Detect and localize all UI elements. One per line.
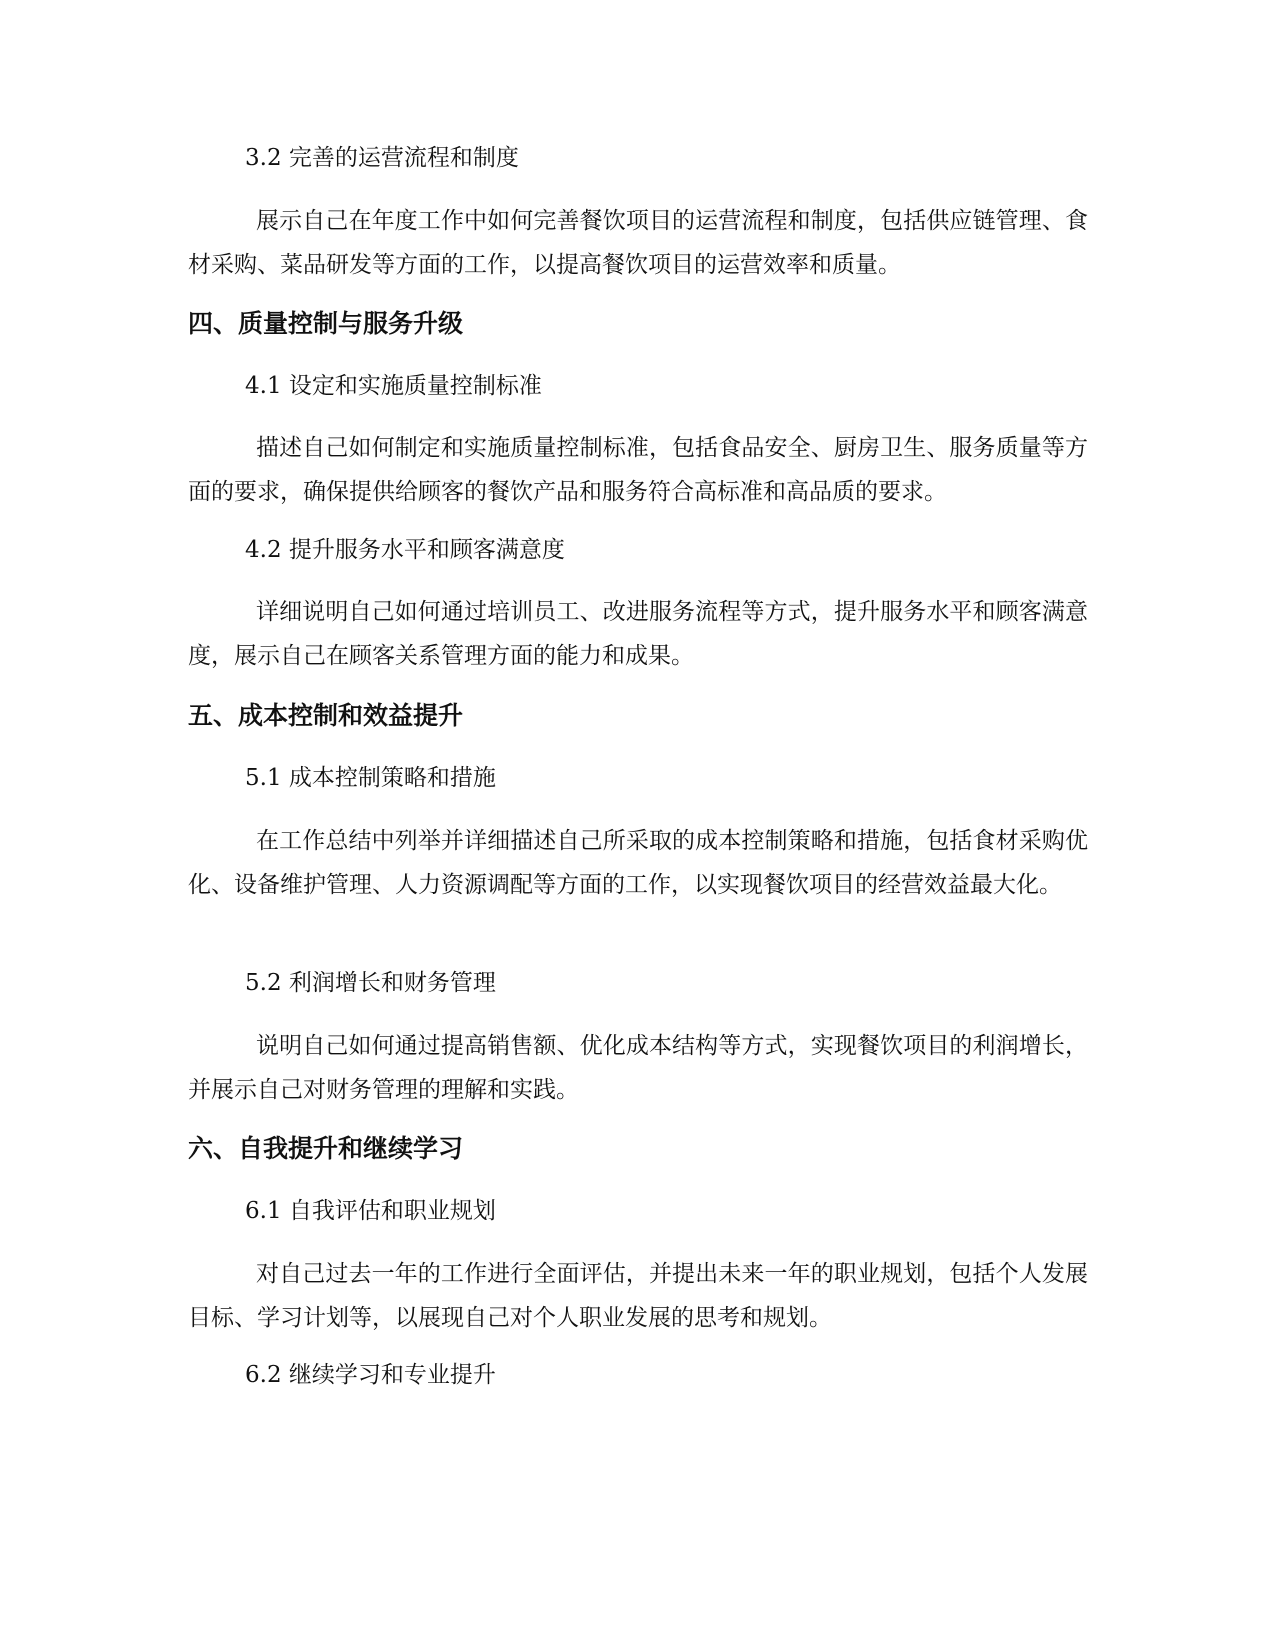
paragraph-4-1: 描述自己如何制定和实施质量控制标准，包括食品安全、厨房卫生、服务质量等方面的要求，确保提供给顾客的餐饮产品和服务符合高标准和高品质的要求。	[188, 435, 1088, 505]
paragraph-5-1: 在工作总结中列举并详细描述自己所采取的成本控制策略和措施，包括食材采购优化、设备维护管理、人力资源调配等方面的工作，以实现餐饮项目的经营效益最大化。	[188, 828, 1088, 898]
section-heading-4: 四、质量控制与服务升级	[188, 309, 464, 338]
paragraph-3-2: 展示自己在年度工作中如何完善餐饮项目的运营流程和制度，包括供应链管理、食材采购、菜品研发等方面的工作，以提高餐饮项目的运营效率和质量。	[188, 208, 1088, 278]
subsection-title-6-2: 6.2 继续学习和专业提升	[245, 1362, 496, 1388]
section-heading-6: 六、自我提升和继续学习	[188, 1134, 464, 1163]
paragraph-4-2: 详细说明自己如何通过培训员工、改进服务流程等方式，提升服务水平和顾客满意度，展示自己在顾客关系管理方面的能力和成果。	[188, 599, 1088, 669]
paragraph-6-1: 对自己过去一年的工作进行全面评估，并提出未来一年的职业规划，包括个人发展目标、学习计划等，以展现自己对个人职业发展的思考和规划。	[188, 1261, 1088, 1331]
section-heading-5: 五、成本控制和效益提升	[188, 701, 464, 730]
subsection-title-4-2: 4.2 提升服务水平和顾客满意度	[245, 537, 565, 563]
paragraph-5-2: 说明自己如何通过提高销售额、优化成本结构等方式，实现餐饮项目的利润增长，并展示自己对财务管理的理解和实践。	[188, 1033, 1088, 1103]
subsection-title-4-1: 4.1 设定和实施质量控制标准	[245, 373, 542, 399]
subsection-title-5-2: 5.2 利润增长和财务管理	[245, 970, 496, 996]
subsection-title-5-1: 5.1 成本控制策略和措施	[245, 765, 496, 791]
subsection-title-6-1: 6.1 自我评估和职业规划	[245, 1198, 496, 1224]
subsection-title-3-2: 3.2 完善的运营流程和制度	[245, 145, 519, 171]
